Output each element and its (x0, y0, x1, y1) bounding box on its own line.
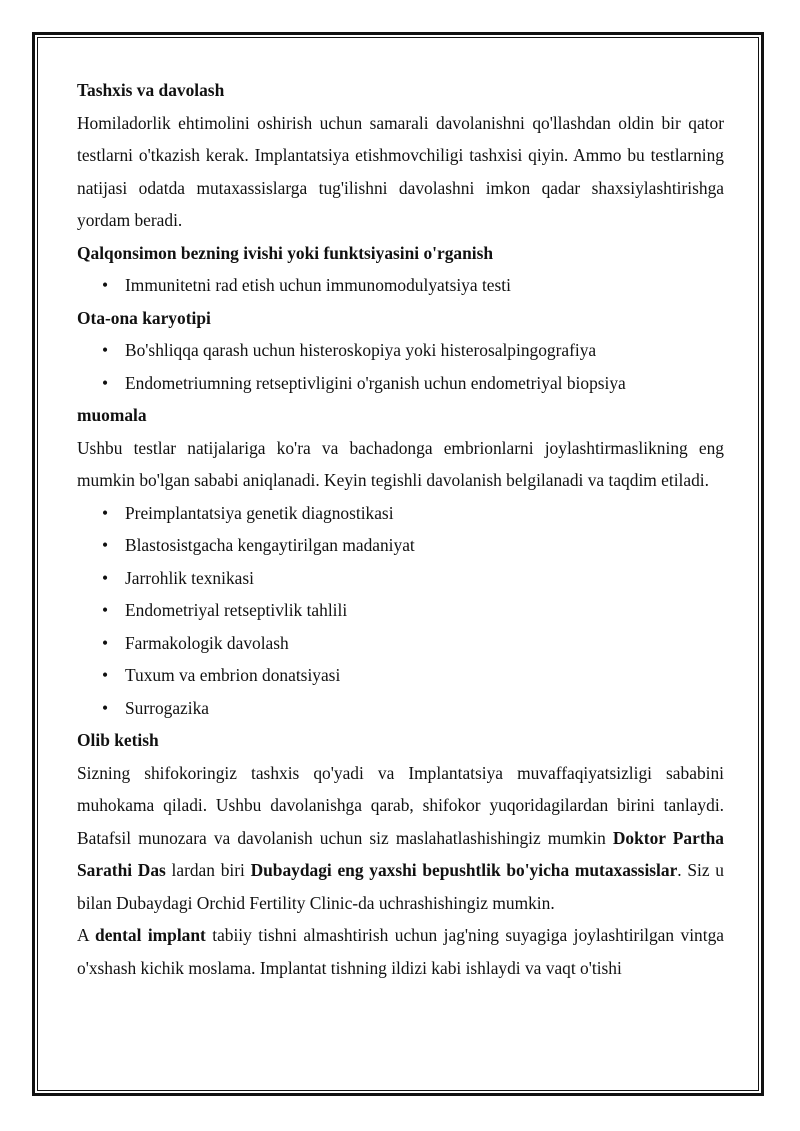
dental-text-1: A (77, 925, 96, 945)
list-item: • Surrogazika (77, 692, 724, 725)
heading-takeaway: Olib ketish (77, 730, 159, 750)
dental-text-2: tabiiy tishni almashtirish uchun jag'ning suyagiga joylashtirilgan vintga o'xshash kichik moslama. Implantat tishning ildizi kabi ishlaydi va vaqt o'tishi (77, 925, 724, 978)
heading-karyotype: Ota-ona karyotipi (77, 307, 211, 328)
list-item: • Immunitetni rad etish uchun immunomodulyatsiya testi (77, 269, 724, 302)
heading-thyroid: Qalqonsimon bezning ivishi yoki funktsiyasini o'rganish (77, 242, 494, 263)
list-item: • Bo'shliqqa qarash uchun histeroskopiya yoki histerosalpingografiya (77, 334, 724, 367)
list-karyotype (77, 334, 724, 399)
heading-treatment: muomala (77, 405, 147, 425)
doctor-name: Doktor Partha Sarathi Das (77, 827, 724, 880)
list-item: • Jarrohlik texnikasi (77, 562, 724, 595)
paragraph-diagnosis: Homiladorlik ehtimolini oshirish uchun samarali davolanishni qo'llashdan oldin bir qator testlarni o'tkazish kerak. Implantatsiya etishmovchiligi tashxisi qiyin. Ammo bu testlarning natijasi odatda mutaxassislarga tug'ilishni davolashni imkon qadar shaxsiylashtirishga yordam beradi. (77, 112, 724, 230)
document-body (77, 74, 724, 984)
dental-implant-term: dental implant (95, 925, 206, 945)
specialists-phrase: Dubaydagi eng yaxshi bepushtlik bo'yicha mutaxassislar (250, 860, 678, 880)
list-item: • Farmakologik davolash (77, 627, 724, 660)
list-item: • Tuxum va embrion donatsiyasi (77, 659, 724, 692)
list-item: • Endometriumning retseptivligini o'rganish uchun endometriyal biopsiya (77, 367, 724, 400)
paragraph-treatment: Ushbu testlar natijalariga ko'ra va bachadonga embrionlarni joylashtirmaslikning eng mumkin bo'lgan sababi aniqlanadi. Keyin tegishli davolanish belgilanadi va taqdim etiladi. (77, 437, 724, 490)
paragraph-takeaway (77, 757, 724, 920)
takeaway-text-1: Sizning shifokoringiz tashxis qo'yadi va Implantatsiya muvaffaqiyatsizligi sababini muhokama qiladi. Ushbu davolanishga qarab, shifokor yuqoridagilardan birini tanlaydi. Batafsil munozara va davolanish uchun siz maslahatlashishingiz mumkin (77, 762, 724, 848)
list-item: • Endometriyal retseptivlik tahlili (77, 594, 724, 627)
takeaway-text-3: . Siz u bilan Dubaydagi Orchid Fertility Clinic-da uchrashishingiz mumkin. (77, 860, 724, 913)
takeaway-text-2: lardan biri (165, 860, 251, 880)
heading-diagnosis-treatment: Tashxis va davolash (77, 80, 225, 100)
list-item: • Blastosistgacha kengaytirilgan madaniyat (77, 529, 724, 562)
paragraph-dental-implant (77, 919, 724, 984)
list-thyroid (77, 269, 724, 302)
list-treatment (77, 497, 724, 725)
list-item: • Preimplantatsiya genetik diagnostikasi (77, 497, 724, 530)
